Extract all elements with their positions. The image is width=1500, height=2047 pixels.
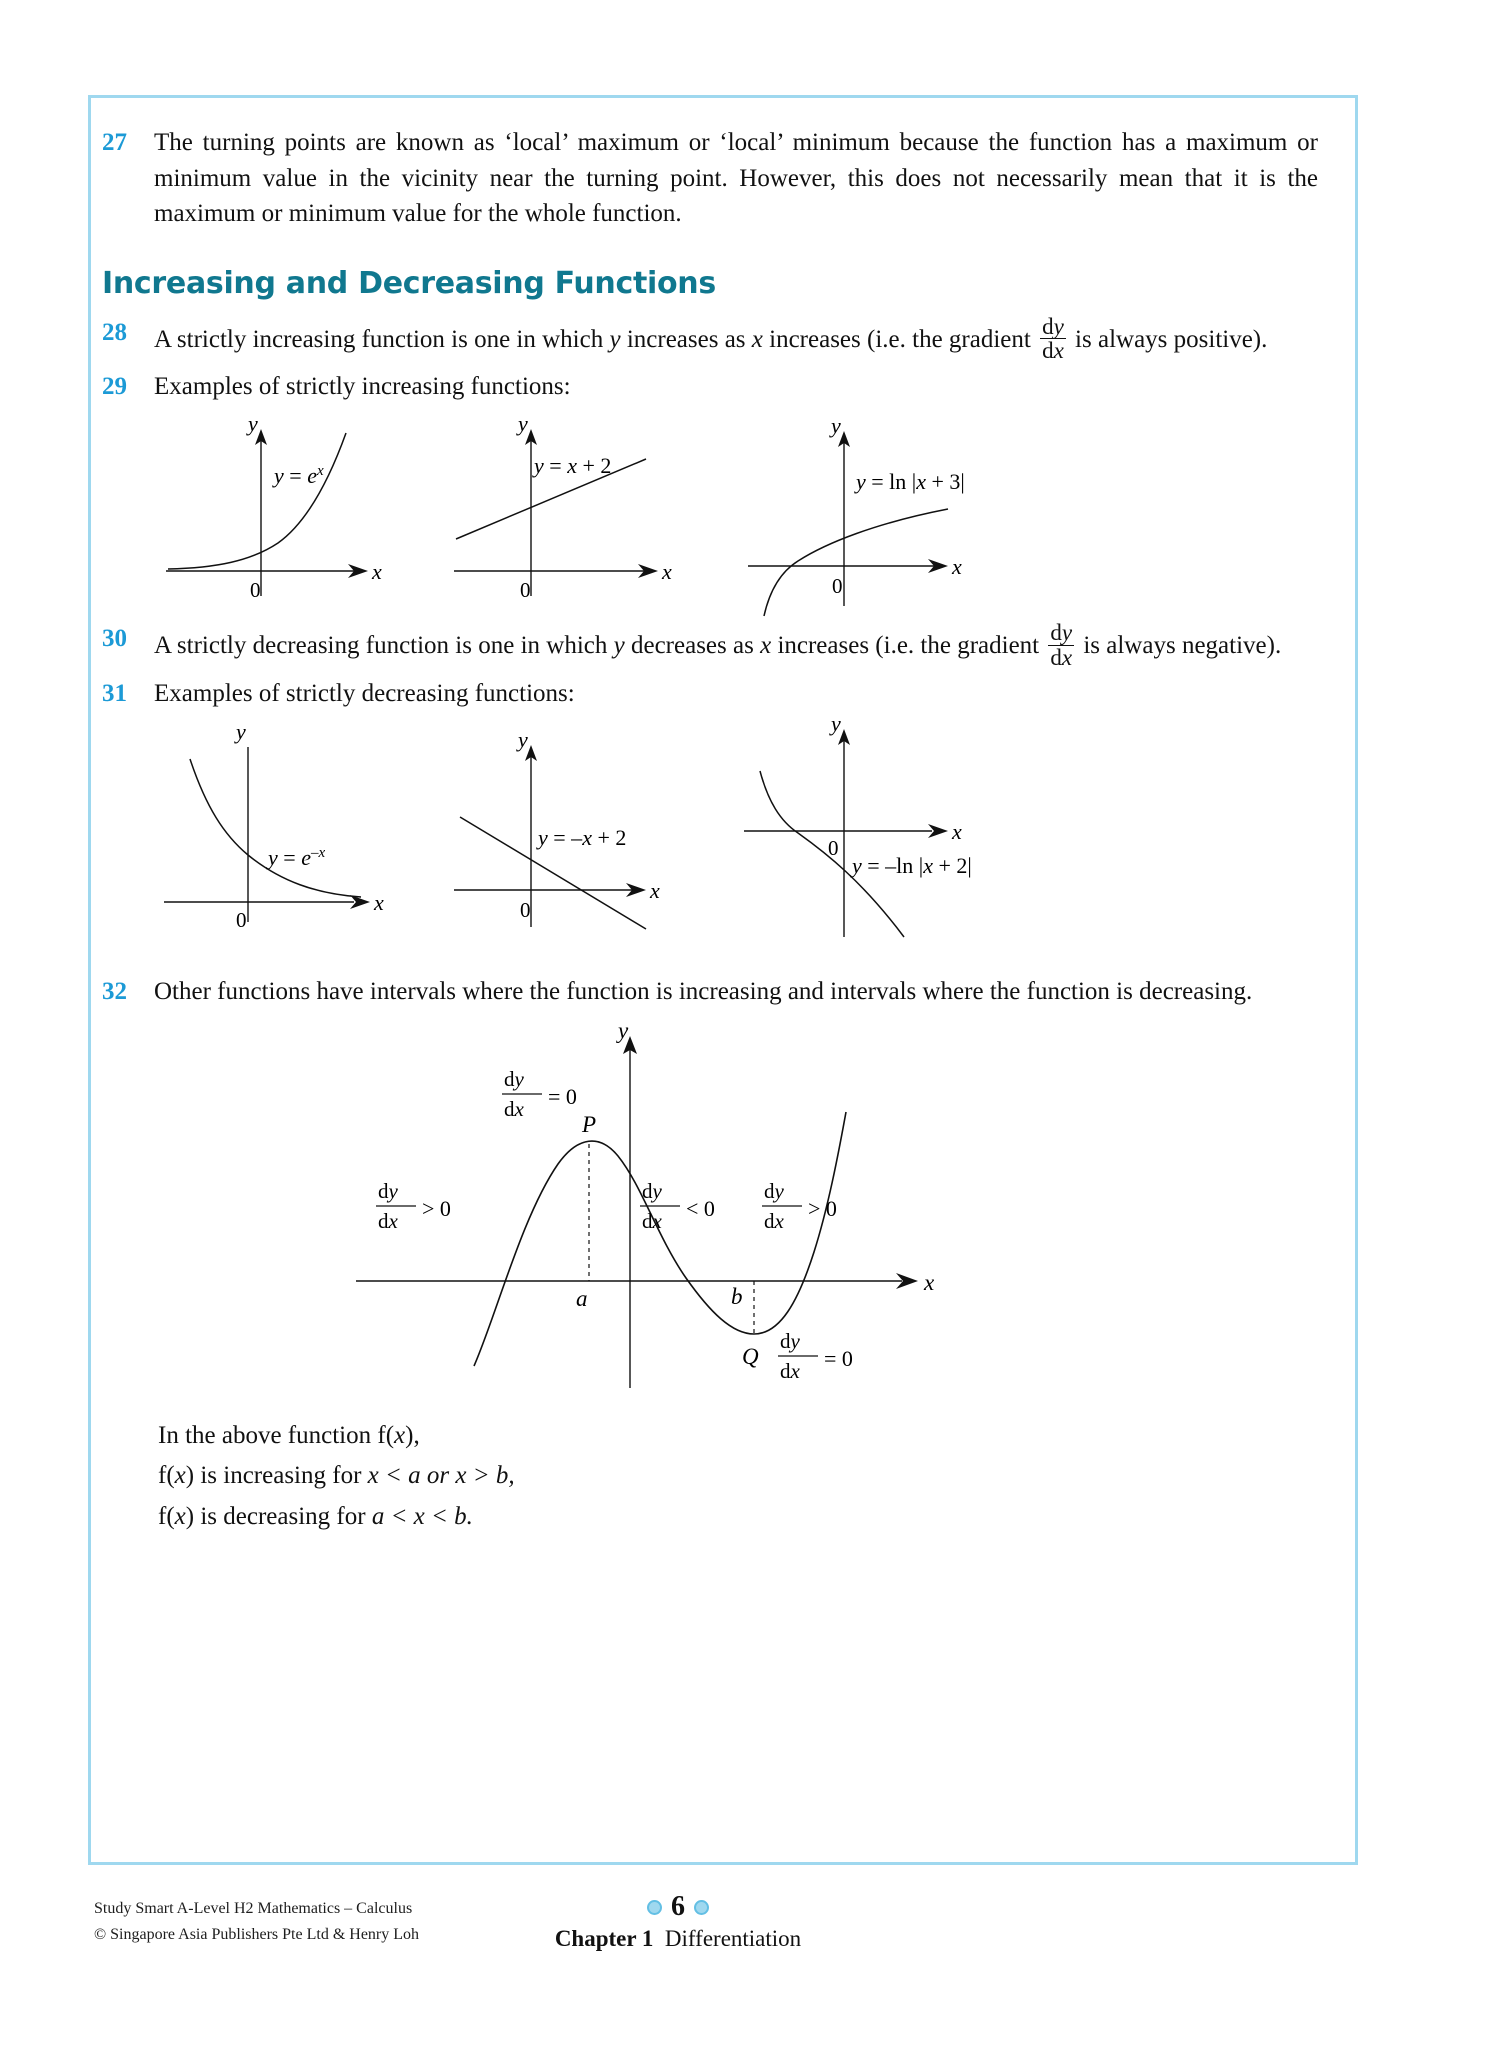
origin-label: 0 [250,577,261,602]
curve-equation-label: y = –ln |x + 2| [852,853,972,879]
curve-equation-label: y = ln |x + 3| [856,468,965,494]
p28-part-d: is always positive). [1068,325,1268,353]
origin-label: 0 [236,908,247,933]
p30-part-b: decreases as [624,631,761,659]
origin-label: 0 [520,898,531,923]
footer-chapter-line [468,1926,888,1952]
footer-copyright-line: © Singapore Asia Publishers Pte Ltd & Henry Loh [94,1926,420,1944]
svg-text:= 0: = 0 [824,1345,853,1371]
closing-line-3: f(x) is decreasing for a < x < b. [158,1502,473,1530]
paragraph-28 [96,315,1318,364]
paragraph-29-number: 29 [102,373,127,401]
axis-label-y: y [518,410,528,436]
p28-frac-den-var: x [1053,338,1064,364]
svg-text:> 0: > 0 [808,1195,837,1221]
annotation-dydx-less-than-zero-middle [640,1179,715,1233]
chart-dec-exp [156,717,456,937]
figure-cubic-increasing-decreasing-intervals [96,1016,1318,1416]
footer-left-block [94,1896,419,1949]
chart-inc-log [736,411,1036,621]
p30-var-y: y [613,631,625,659]
annotation-dydx-equals-zero-at-Q [778,1329,853,1383]
axis-label-y: y [248,410,258,436]
p30-part-a: A strictly decreasing function is one in which [154,631,614,659]
increasing-functions-figure-row [96,411,1318,621]
figure-y-equals-ln-abs-x-plus-3 [736,411,1036,626]
svg-text:dx: dx [780,1358,800,1383]
p28-derivative-fraction: $\frac{dy}{dx}$ [1042,313,1064,364]
svg-text:dx: dx [504,1096,524,1121]
p30-var-x: x [760,631,772,659]
axis-label-x: x [374,890,384,916]
curve-equation-label: y = –x + 2 [538,825,627,851]
decreasing-functions-figure-row [96,711,1318,952]
annotation-dydx-equals-zero-at-P [502,1067,577,1121]
paragraph-32-number: 32 [102,978,127,1006]
figure-y-equals-minus-x-plus-2 [446,727,746,942]
figure-y-equals-x-plus-2 [446,411,736,616]
tick-label-b: b [731,1283,743,1309]
axis-label-y: y [831,711,841,737]
closing-line-2: f(x) is increasing for x < a or x > b, [158,1462,515,1490]
closing-line-1: In the above function f(x), [158,1421,420,1449]
closing-statements [158,1416,1318,1538]
paragraph-31-number: 31 [102,679,127,707]
svg-text:> 0: > 0 [422,1195,451,1221]
annotation-dydx-greater-than-zero-left [376,1179,451,1233]
p28-var-x: x [751,325,763,353]
paragraph-31 [96,676,1318,712]
paragraph-29 [96,369,1318,405]
origin-label: 0 [520,577,531,602]
p30-part-c: increases (i.e. the gradient [771,631,1046,659]
axis-label-y: y [518,727,528,753]
footer-chapter-topic: Differentiation [664,1926,802,1951]
axis-label-y: y [236,719,246,745]
curve-equation-label: $y = e^{-x}$ [268,845,326,871]
curve-exponential [168,433,346,569]
axis-label-x: x [924,1269,935,1295]
curve-cubic [474,1112,846,1366]
tick-label-a: a [576,1285,588,1311]
svg-text:dy: dy [764,1178,784,1203]
paragraph-28-text [154,315,1318,364]
paragraph-30-text [154,621,1318,670]
point-label-P: P [582,1111,597,1137]
svg-text:dx: dx [642,1208,662,1233]
page-number-row [468,1890,888,1924]
p28-part-b: increases as [620,325,752,353]
svg-text:dx: dx [764,1208,784,1233]
figure-y-equals-minus-ln-abs-x-plus-2 [736,709,1036,949]
curve-logarithm [764,509,948,616]
figure-y-equals-e-to-the-minus-x [156,717,456,942]
paragraph-30-number: 30 [102,624,127,652]
section-heading-increasing-decreasing: Increasing and Decreasing Functions [102,265,716,301]
svg-text:dy: dy [780,1328,800,1353]
svg-text:= 0: = 0 [548,1083,577,1109]
axis-label-x: x [650,878,660,904]
svg-text:dy: dy [504,1066,524,1091]
axis-label-x: x [952,819,962,845]
axis-label-y: y [618,1017,629,1043]
figure-y-equals-e-to-the-x [156,411,446,616]
annotation-dydx-greater-than-zero-right [762,1179,837,1233]
p28-part-a: A strictly increasing function is one in which [154,325,610,353]
page-number: 6 [671,1891,685,1922]
paragraph-27-text: The turning points are known as ‘local’ maximum or ‘local’ minimum because the function has a maximum or minimum value in the vicinity near the turning point. However, this does not necessarily mean that it is the maximum or minimum value for the whole function. [154,129,1318,227]
svg-text:dx: dx [378,1208,398,1233]
bullet-dot-right-icon [694,1900,709,1915]
paragraph-32 [96,974,1318,1010]
bullet-dot-left-icon [647,1900,662,1915]
svg-text:dy: dy [378,1178,398,1203]
axis-label-x: x [372,558,382,584]
page-content [88,95,1358,1865]
paragraph-29-text: Examples of strictly increasing functions: [154,373,571,401]
chart-cubic-intervals [346,1016,1046,1416]
p30-derivative-fraction: $\frac{dy}{dx}$ [1050,619,1073,670]
chart-dec-linear [446,727,746,937]
axis-label-x: x [662,558,672,584]
curve-exponential-decay [190,759,361,897]
point-label-Q: Q [742,1343,759,1369]
page-footer [88,1890,1388,2010]
footer-title-line: Study Smart A-Level H2 Mathematics – Calculus [94,1900,413,1917]
paragraph-27 [96,125,1318,232]
p28-var-y: y [609,325,621,353]
origin-label: 0 [828,836,839,861]
axis-label-x: x [952,553,962,579]
paragraph-30 [96,621,1318,670]
chart-dec-log [736,709,1036,944]
curve-equation-label: $y = e^x$ [274,462,324,488]
chart-inc-exp [156,411,446,611]
paragraph-31-text: Examples of strictly decreasing functions: [154,679,575,707]
paragraph-32-text: Other functions have intervals where the function is increasing and intervals where the function is decreasing. [154,978,1253,1006]
footer-center-block [468,1890,888,1952]
p28-part-c: increases (i.e. the gradient [762,325,1038,353]
svg-text:< 0: < 0 [686,1195,715,1221]
origin-label: 0 [832,573,843,598]
p28-frac-num-var: y [1053,313,1064,339]
paragraph-28-number: 28 [102,318,127,346]
curve-equation-label: y = x + 2 [534,452,612,478]
svg-text:dy: dy [642,1178,662,1203]
paragraph-27-number: 27 [102,129,127,156]
chart-inc-linear [446,411,736,611]
axis-label-y: y [831,412,841,438]
footer-chapter-label: Chapter 1 [554,1926,654,1951]
p30-part-d: is always negative). [1077,631,1282,659]
